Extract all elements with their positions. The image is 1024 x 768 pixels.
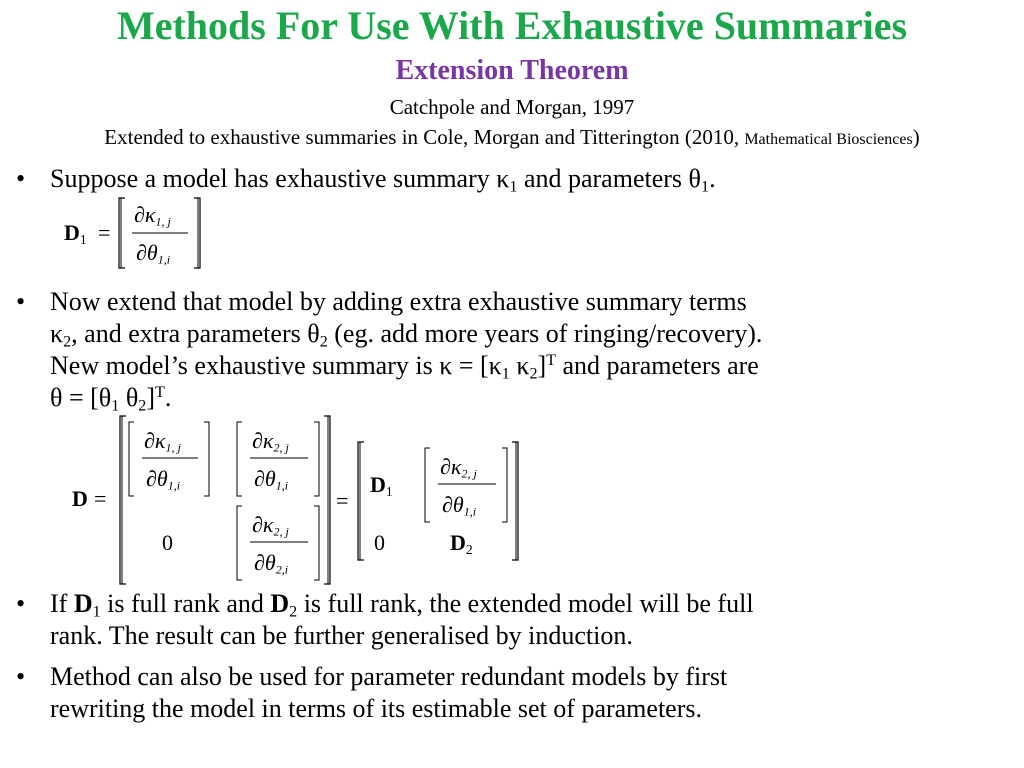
partial-symbol: ∂: [136, 240, 147, 265]
bullet-1-text: .: [709, 164, 716, 193]
bullet-marker: •: [16, 164, 26, 193]
matrix-d-symbol: D: [370, 472, 386, 497]
matrix-d-symbol: D: [73, 589, 93, 618]
subscript: 1: [509, 178, 518, 196]
bullet-3-text: is full rank and: [100, 589, 271, 618]
subscript: 1: [501, 365, 510, 383]
kappa-symbol: κ: [439, 351, 453, 380]
subscript: 2: [319, 333, 328, 351]
bullet-1-text: Suppose a model has exhaustive summary: [50, 164, 497, 193]
theta-symbol: θ: [264, 550, 276, 575]
kappa-symbol: κ: [450, 454, 462, 479]
kappa-symbol: κ: [516, 351, 530, 380]
bullet-2-text: and parameters are: [556, 351, 759, 380]
subscript: 2: [63, 333, 72, 351]
bullet-1-text: and parameters: [517, 164, 689, 193]
bullet-3-text: is full rank, the extended model will be full: [297, 589, 754, 618]
bullet-2-text: , and extra parameters: [71, 319, 308, 348]
bullet-2-text: Now extend that model by adding extra exhaustive summary terms: [50, 287, 747, 316]
zero-entry: 0: [374, 530, 385, 555]
subscript: 1: [385, 483, 393, 499]
kappa-symbol: κ: [488, 351, 502, 380]
theta-symbol: θ: [125, 383, 139, 412]
matrix-d-symbol: D: [64, 220, 80, 245]
superscript: T: [155, 384, 165, 402]
kappa-symbol: κ: [496, 164, 510, 193]
subscript: 1,i: [167, 478, 181, 493]
subscript: 2: [138, 397, 147, 415]
extended-suffix: ): [912, 125, 920, 149]
subscript: 1, j: [165, 440, 181, 455]
kappa-symbol: κ: [144, 202, 156, 227]
partial-symbol: ∂: [252, 512, 263, 537]
subscript: 1, j: [155, 214, 171, 229]
citation: Catchpole and Morgan, 1997: [389, 95, 635, 119]
subscript: 1,i: [275, 478, 289, 493]
bullet-2-text: = [: [452, 351, 489, 380]
subscript: 1: [92, 603, 101, 621]
subscript: 1,i: [463, 504, 477, 519]
bullet-2-text: ]: [146, 383, 156, 412]
equation-d-block: [66, 412, 536, 588]
bullet-2: [50, 286, 1010, 414]
equals-sign: =: [336, 488, 349, 513]
partial-symbol: ∂: [254, 466, 265, 491]
partial-symbol: ∂: [254, 550, 265, 575]
theta-symbol: θ: [50, 383, 63, 412]
partial-symbol: ∂: [252, 428, 263, 453]
bullet-3-text: If: [50, 589, 74, 618]
bullet-4-text: Method can also be used for parameter redundant models by first: [50, 662, 728, 691]
slide-title: Methods For Use With Exhaustive Summaries: [116, 3, 908, 48]
subscript: 2: [529, 365, 538, 383]
journal-name: Mathematical Biosciences: [744, 131, 913, 148]
kappa-symbol: κ: [50, 319, 64, 348]
subscript: 1: [111, 397, 120, 415]
bullet-marker: •: [16, 589, 26, 618]
bullet-3: [50, 588, 1010, 652]
equals-sign: =: [98, 220, 111, 245]
equation-d1: [62, 192, 212, 274]
extended-citation: [0, 124, 1024, 153]
theta-symbol: θ: [156, 466, 168, 491]
bullet-2-text: (eg. add more years of ringing/recovery).: [327, 319, 763, 348]
slide-subtitle: Extension Theorem: [395, 55, 629, 86]
subscript: 1: [701, 178, 710, 196]
bullet-4: [50, 661, 1010, 725]
matrix-d-symbol: D: [72, 486, 88, 511]
partial-symbol: ∂: [442, 492, 453, 517]
theta-symbol: θ: [146, 240, 158, 265]
theta-symbol: θ: [98, 383, 112, 412]
bullet-1: [50, 163, 1010, 195]
subscript: 2: [289, 603, 298, 621]
bullet-4-text: rewriting the model in terms of its estimable set of parameters.: [50, 694, 702, 723]
bullet-3-text: rank. The result can be further generalised by induction.: [50, 621, 633, 650]
kappa-symbol: κ: [262, 512, 274, 537]
subscript: 2: [465, 541, 473, 557]
extended-text: Extended to exhaustive summaries in Cole, Morgan and Titterington (2010,: [104, 125, 745, 149]
bullet-2-text: .: [164, 383, 172, 412]
subscript: 2, j: [273, 524, 289, 539]
superscript: T: [546, 352, 557, 370]
subscript: 2,i: [275, 562, 289, 577]
bullet-marker: •: [16, 287, 26, 316]
partial-symbol: ∂: [146, 466, 157, 491]
theta-symbol: θ: [264, 466, 276, 491]
subscript: 2, j: [461, 466, 477, 481]
theta-symbol: θ: [307, 319, 320, 348]
zero-entry: 0: [162, 530, 173, 555]
bullet-2-text: New model’s exhaustive summary is: [50, 351, 440, 380]
matrix-d-symbol: D: [450, 530, 466, 555]
bullet-2-text: ]: [537, 351, 547, 380]
equals-sign: =: [94, 486, 107, 511]
bullet-2-text: = [: [62, 383, 99, 412]
theta-symbol: θ: [688, 164, 701, 193]
matrix-d-symbol: D: [270, 589, 290, 618]
kappa-symbol: κ: [154, 428, 166, 453]
theta-symbol: θ: [452, 492, 464, 517]
partial-symbol: ∂: [144, 428, 155, 453]
partial-symbol: ∂: [440, 454, 451, 479]
subscript: 2, j: [273, 440, 289, 455]
kappa-symbol: κ: [262, 428, 274, 453]
partial-symbol: ∂: [134, 202, 145, 227]
subscript: 1: [79, 231, 87, 247]
bullet-marker: •: [16, 662, 26, 691]
subscript: 1,i: [157, 252, 171, 267]
